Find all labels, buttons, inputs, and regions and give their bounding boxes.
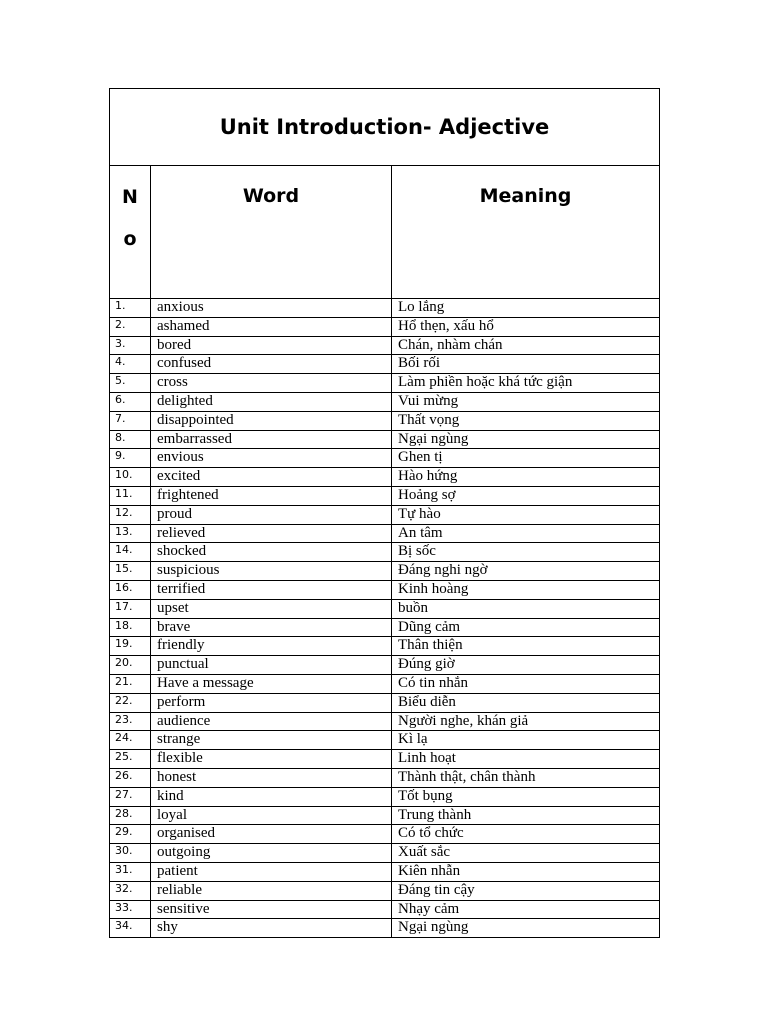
row-number: 19. — [110, 637, 151, 656]
row-meaning: Nhạy cảm — [392, 900, 660, 919]
row-meaning: Xuất sắc — [392, 844, 660, 863]
table-row — [110, 580, 660, 599]
row-word: sensitive — [151, 900, 392, 919]
row-word: flexible — [151, 750, 392, 769]
document-page — [109, 88, 659, 938]
table-body — [110, 299, 660, 938]
table-row — [110, 750, 660, 769]
row-number: 4. — [110, 355, 151, 374]
row-word: terrified — [151, 580, 392, 599]
table-row — [110, 374, 660, 393]
row-meaning: Làm phiền hoặc khá tức giận — [392, 374, 660, 393]
row-word: proud — [151, 505, 392, 524]
row-meaning: Có tin nhắn — [392, 674, 660, 693]
row-number: 15. — [110, 562, 151, 581]
column-header-no — [110, 166, 151, 299]
title-row — [110, 89, 660, 166]
row-meaning: Hoảng sợ — [392, 486, 660, 505]
table-row — [110, 486, 660, 505]
table-row — [110, 787, 660, 806]
row-word: loyal — [151, 806, 392, 825]
row-meaning: Biểu diễn — [392, 693, 660, 712]
row-word: delighted — [151, 392, 392, 411]
table-row — [110, 299, 660, 318]
header-row — [110, 166, 660, 299]
row-number: 11. — [110, 486, 151, 505]
row-meaning: Chán, nhàm chán — [392, 336, 660, 355]
row-meaning: Bị sốc — [392, 543, 660, 562]
row-word: bored — [151, 336, 392, 355]
row-word: anxious — [151, 299, 392, 318]
row-meaning: Hào hứng — [392, 468, 660, 487]
row-number: 17. — [110, 599, 151, 618]
row-number: 16. — [110, 580, 151, 599]
row-word: audience — [151, 712, 392, 731]
row-number: 21. — [110, 674, 151, 693]
row-word: punctual — [151, 656, 392, 675]
row-word: envious — [151, 449, 392, 468]
row-meaning: Người nghe, khán giả — [392, 712, 660, 731]
table-row — [110, 806, 660, 825]
row-word: reliable — [151, 881, 392, 900]
table-row — [110, 449, 660, 468]
row-number: 32. — [110, 881, 151, 900]
column-header-meaning: Meaning — [392, 166, 660, 299]
table-row — [110, 392, 660, 411]
row-word: perform — [151, 693, 392, 712]
table-row — [110, 411, 660, 430]
table-row — [110, 336, 660, 355]
row-meaning: Thất vọng — [392, 411, 660, 430]
row-meaning: An tâm — [392, 524, 660, 543]
row-meaning: Bối rối — [392, 355, 660, 374]
row-meaning: Đáng tin cậy — [392, 881, 660, 900]
row-meaning: Kiên nhẫn — [392, 862, 660, 881]
table-row — [110, 768, 660, 787]
row-meaning: Đúng giờ — [392, 656, 660, 675]
row-number: 9. — [110, 449, 151, 468]
table-row — [110, 881, 660, 900]
row-number: 34. — [110, 919, 151, 938]
table-row — [110, 674, 660, 693]
row-word: frightened — [151, 486, 392, 505]
row-meaning: Dũng cảm — [392, 618, 660, 637]
row-number: 3. — [110, 336, 151, 355]
row-word: cross — [151, 374, 392, 393]
row-number: 27. — [110, 787, 151, 806]
row-word: confused — [151, 355, 392, 374]
table-row — [110, 317, 660, 336]
row-meaning: Kinh hoàng — [392, 580, 660, 599]
row-word: disappointed — [151, 411, 392, 430]
table-row — [110, 599, 660, 618]
row-word: shocked — [151, 543, 392, 562]
row-word: patient — [151, 862, 392, 881]
table-row — [110, 825, 660, 844]
row-word: strange — [151, 731, 392, 750]
table-row — [110, 919, 660, 938]
table-row — [110, 900, 660, 919]
row-number: 30. — [110, 844, 151, 863]
row-word: embarrassed — [151, 430, 392, 449]
document-title: Unit Introduction- Adjective — [110, 89, 660, 166]
row-meaning: Tự hào — [392, 505, 660, 524]
table-row — [110, 693, 660, 712]
table-row — [110, 430, 660, 449]
row-number: 31. — [110, 862, 151, 881]
row-meaning: Trung thành — [392, 806, 660, 825]
row-meaning: buồn — [392, 599, 660, 618]
column-header-word: Word — [151, 166, 392, 299]
row-word: kind — [151, 787, 392, 806]
row-meaning: Linh hoạt — [392, 750, 660, 769]
row-meaning: Ngại ngùng — [392, 430, 660, 449]
row-word: excited — [151, 468, 392, 487]
table-row — [110, 862, 660, 881]
vocabulary-table — [109, 88, 660, 938]
table-row — [110, 844, 660, 863]
table-row — [110, 524, 660, 543]
row-number: 22. — [110, 693, 151, 712]
table-row — [110, 355, 660, 374]
row-number: 2. — [110, 317, 151, 336]
row-meaning: Ngại ngùng — [392, 919, 660, 938]
table-row — [110, 468, 660, 487]
row-number: 14. — [110, 543, 151, 562]
row-word: ashamed — [151, 317, 392, 336]
row-number: 7. — [110, 411, 151, 430]
row-meaning: Vui mừng — [392, 392, 660, 411]
row-word: upset — [151, 599, 392, 618]
row-word: shy — [151, 919, 392, 938]
row-number: 28. — [110, 806, 151, 825]
table-row — [110, 618, 660, 637]
row-number: 13. — [110, 524, 151, 543]
row-word: brave — [151, 618, 392, 637]
column-header-no-part2: o — [123, 228, 137, 250]
row-number: 23. — [110, 712, 151, 731]
row-number: 1. — [110, 299, 151, 318]
column-header-no-part1: N — [122, 186, 138, 208]
row-number: 25. — [110, 750, 151, 769]
row-number: 33. — [110, 900, 151, 919]
row-number: 5. — [110, 374, 151, 393]
table-row — [110, 562, 660, 581]
row-meaning: Hổ thẹn, xấu hổ — [392, 317, 660, 336]
row-meaning: Lo lắng — [392, 299, 660, 318]
row-word: organised — [151, 825, 392, 844]
table-row — [110, 637, 660, 656]
row-word: honest — [151, 768, 392, 787]
table-row — [110, 505, 660, 524]
row-meaning: Đáng nghi ngờ — [392, 562, 660, 581]
row-word: Have a message — [151, 674, 392, 693]
table-row — [110, 731, 660, 750]
row-word: suspicious — [151, 562, 392, 581]
row-number: 29. — [110, 825, 151, 844]
row-word: relieved — [151, 524, 392, 543]
row-number: 8. — [110, 430, 151, 449]
row-number: 26. — [110, 768, 151, 787]
row-meaning: Kì lạ — [392, 731, 660, 750]
row-number: 24. — [110, 731, 151, 750]
row-meaning: Có tổ chức — [392, 825, 660, 844]
row-meaning: Thân thiện — [392, 637, 660, 656]
row-meaning: Thành thật, chân thành — [392, 768, 660, 787]
row-meaning: Tốt bụng — [392, 787, 660, 806]
row-number: 18. — [110, 618, 151, 637]
row-meaning: Ghen tị — [392, 449, 660, 468]
row-number: 20. — [110, 656, 151, 675]
row-number: 6. — [110, 392, 151, 411]
row-number: 10. — [110, 468, 151, 487]
row-word: outgoing — [151, 844, 392, 863]
table-row — [110, 656, 660, 675]
table-row — [110, 543, 660, 562]
table-row — [110, 712, 660, 731]
row-word: friendly — [151, 637, 392, 656]
row-number: 12. — [110, 505, 151, 524]
